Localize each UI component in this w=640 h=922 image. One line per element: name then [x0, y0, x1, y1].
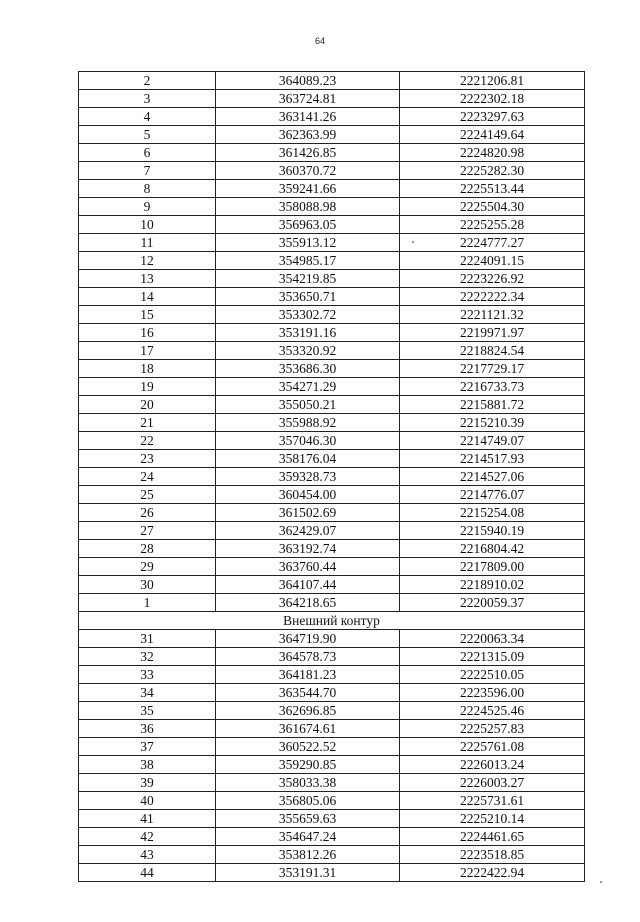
y-coordinate-cell: 2225210.14 — [400, 810, 585, 828]
x-coordinate-cell: 353320.92 — [216, 342, 400, 360]
y-coordinate-cell: 2224777.27 — [400, 234, 585, 252]
table-row — [79, 828, 585, 846]
point-number-cell: 26 — [79, 504, 216, 522]
point-number-cell: 35 — [79, 702, 216, 720]
y-coordinate-cell: 2220063.34 — [400, 630, 585, 648]
x-coordinate-cell: 353650.71 — [216, 288, 400, 306]
x-coordinate-cell: 354219.85 — [216, 270, 400, 288]
table-row — [79, 864, 585, 882]
point-number-cell: 18 — [79, 360, 216, 378]
section-row — [79, 612, 585, 630]
coordinates-table — [78, 71, 585, 882]
table-row — [79, 324, 585, 342]
y-coordinate-cell: 2226013.24 — [400, 756, 585, 774]
x-coordinate-cell: 356963.05 — [216, 216, 400, 234]
point-number-cell: 9 — [79, 198, 216, 216]
point-number-cell: 12 — [79, 252, 216, 270]
y-coordinate-cell: 2224820.98 — [400, 144, 585, 162]
point-number-cell: 17 — [79, 342, 216, 360]
table-row — [79, 216, 585, 234]
x-coordinate-cell: 353191.16 — [216, 324, 400, 342]
y-coordinate-cell: 2224525.46 — [400, 702, 585, 720]
point-number-cell: 27 — [79, 522, 216, 540]
point-number-cell: 2 — [79, 72, 216, 90]
x-coordinate-cell: 353191.31 — [216, 864, 400, 882]
table-row — [79, 306, 585, 324]
x-coordinate-cell: 363760.44 — [216, 558, 400, 576]
point-number-cell: 34 — [79, 684, 216, 702]
y-coordinate-cell: 2214749.07 — [400, 432, 585, 450]
x-coordinate-cell: 364578.73 — [216, 648, 400, 666]
x-coordinate-cell: 358176.04 — [216, 450, 400, 468]
point-number-cell: 29 — [79, 558, 216, 576]
table-row — [79, 288, 585, 306]
table-row — [79, 162, 585, 180]
x-coordinate-cell: 364218.65 — [216, 594, 400, 612]
x-coordinate-cell: 361502.69 — [216, 504, 400, 522]
x-coordinate-cell: 364107.44 — [216, 576, 400, 594]
y-coordinate-cell: 2221315.09 — [400, 648, 585, 666]
x-coordinate-cell: 364719.90 — [216, 630, 400, 648]
table-row — [79, 702, 585, 720]
y-coordinate-cell: 2225731.61 — [400, 792, 585, 810]
y-coordinate-cell: 2222422.94 — [400, 864, 585, 882]
y-coordinate-cell: 2219971.97 — [400, 324, 585, 342]
x-coordinate-cell: 359290.85 — [216, 756, 400, 774]
point-number-cell: 16 — [79, 324, 216, 342]
x-coordinate-cell: 353812.26 — [216, 846, 400, 864]
y-coordinate-cell: 2217809.00 — [400, 558, 585, 576]
y-coordinate-cell: 2220059.37 — [400, 594, 585, 612]
table-row — [79, 504, 585, 522]
y-coordinate-cell: 2223518.85 — [400, 846, 585, 864]
table-row — [79, 522, 585, 540]
table-row — [79, 594, 585, 612]
y-coordinate-cell: 2225257.83 — [400, 720, 585, 738]
y-coordinate-cell: 2215210.39 — [400, 414, 585, 432]
point-number-cell: 25 — [79, 486, 216, 504]
page-number: 64 — [314, 36, 325, 46]
x-coordinate-cell: 362429.07 — [216, 522, 400, 540]
x-coordinate-cell: 364089.23 — [216, 72, 400, 90]
x-coordinate-cell: 355659.63 — [216, 810, 400, 828]
table-row — [79, 666, 585, 684]
coordinates-table-body — [79, 72, 585, 882]
y-coordinate-cell: 2225282.30 — [400, 162, 585, 180]
point-number-cell: 40 — [79, 792, 216, 810]
x-coordinate-cell: 363192.74 — [216, 540, 400, 558]
x-coordinate-cell: 358033.38 — [216, 774, 400, 792]
x-coordinate-cell: 363141.26 — [216, 108, 400, 126]
scan-speck — [412, 241, 414, 243]
x-coordinate-cell: 361674.61 — [216, 720, 400, 738]
table-row — [79, 144, 585, 162]
table-row — [79, 450, 585, 468]
y-coordinate-cell: 2223596.00 — [400, 684, 585, 702]
x-coordinate-cell: 359241.66 — [216, 180, 400, 198]
x-coordinate-cell: 356805.06 — [216, 792, 400, 810]
point-number-cell: 38 — [79, 756, 216, 774]
table-row — [79, 774, 585, 792]
x-coordinate-cell: 363544.70 — [216, 684, 400, 702]
y-coordinate-cell: 2221121.32 — [400, 306, 585, 324]
table-row — [79, 486, 585, 504]
table-row — [79, 180, 585, 198]
y-coordinate-cell: 2215254.08 — [400, 504, 585, 522]
point-number-cell: 42 — [79, 828, 216, 846]
table-row — [79, 252, 585, 270]
point-number-cell: 4 — [79, 108, 216, 126]
table-row — [79, 756, 585, 774]
y-coordinate-cell: 2221206.81 — [400, 72, 585, 90]
point-number-cell: 3 — [79, 90, 216, 108]
scan-speck — [600, 881, 602, 883]
table-row — [79, 540, 585, 558]
point-number-cell: 37 — [79, 738, 216, 756]
y-coordinate-cell: 2214527.06 — [400, 468, 585, 486]
table-row — [79, 108, 585, 126]
y-coordinate-cell: 2222302.18 — [400, 90, 585, 108]
y-coordinate-cell: 2225761.08 — [400, 738, 585, 756]
point-number-cell: 43 — [79, 846, 216, 864]
point-number-cell: 21 — [79, 414, 216, 432]
point-number-cell: 19 — [79, 378, 216, 396]
table-row — [79, 90, 585, 108]
table-row — [79, 684, 585, 702]
table-row — [79, 630, 585, 648]
y-coordinate-cell: 2226003.27 — [400, 774, 585, 792]
point-number-cell: 28 — [79, 540, 216, 558]
table-row — [79, 792, 585, 810]
x-coordinate-cell: 355913.12 — [216, 234, 400, 252]
table-row — [79, 342, 585, 360]
point-number-cell: 7 — [79, 162, 216, 180]
y-coordinate-cell: 2224149.64 — [400, 126, 585, 144]
y-coordinate-cell: 2225255.28 — [400, 216, 585, 234]
table-row — [79, 720, 585, 738]
table-row — [79, 378, 585, 396]
y-coordinate-cell: 2222222.34 — [400, 288, 585, 306]
point-number-cell: 1 — [79, 594, 216, 612]
table-row — [79, 468, 585, 486]
x-coordinate-cell: 362363.99 — [216, 126, 400, 144]
point-number-cell: 32 — [79, 648, 216, 666]
x-coordinate-cell: 358088.98 — [216, 198, 400, 216]
x-coordinate-cell: 361426.85 — [216, 144, 400, 162]
x-coordinate-cell: 357046.30 — [216, 432, 400, 450]
point-number-cell: 22 — [79, 432, 216, 450]
point-number-cell: 11 — [79, 234, 216, 252]
section-title: Внешний контур — [79, 612, 585, 630]
table-row — [79, 648, 585, 666]
x-coordinate-cell: 354647.24 — [216, 828, 400, 846]
point-number-cell: 8 — [79, 180, 216, 198]
point-number-cell: 39 — [79, 774, 216, 792]
y-coordinate-cell: 2214776.07 — [400, 486, 585, 504]
table-row — [79, 126, 585, 144]
point-number-cell: 15 — [79, 306, 216, 324]
x-coordinate-cell: 363724.81 — [216, 90, 400, 108]
x-coordinate-cell: 354271.29 — [216, 378, 400, 396]
x-coordinate-cell: 353302.72 — [216, 306, 400, 324]
table-row — [79, 270, 585, 288]
point-number-cell: 24 — [79, 468, 216, 486]
y-coordinate-cell: 2216733.73 — [400, 378, 585, 396]
y-coordinate-cell: 2216804.42 — [400, 540, 585, 558]
y-coordinate-cell: 2223297.63 — [400, 108, 585, 126]
x-coordinate-cell: 353686.30 — [216, 360, 400, 378]
table-row — [79, 234, 585, 252]
point-number-cell: 36 — [79, 720, 216, 738]
x-coordinate-cell: 360522.52 — [216, 738, 400, 756]
point-number-cell: 30 — [79, 576, 216, 594]
table-row — [79, 558, 585, 576]
y-coordinate-cell: 2224091.15 — [400, 252, 585, 270]
point-number-cell: 5 — [79, 126, 216, 144]
point-number-cell: 6 — [79, 144, 216, 162]
point-number-cell: 31 — [79, 630, 216, 648]
y-coordinate-cell: 2218910.02 — [400, 576, 585, 594]
table-row — [79, 738, 585, 756]
x-coordinate-cell: 359328.73 — [216, 468, 400, 486]
point-number-cell: 13 — [79, 270, 216, 288]
point-number-cell: 41 — [79, 810, 216, 828]
table-row — [79, 414, 585, 432]
point-number-cell: 23 — [79, 450, 216, 468]
point-number-cell: 20 — [79, 396, 216, 414]
y-coordinate-cell: 2217729.17 — [400, 360, 585, 378]
table-row — [79, 360, 585, 378]
table-row — [79, 432, 585, 450]
point-number-cell: 33 — [79, 666, 216, 684]
table-row — [79, 198, 585, 216]
y-coordinate-cell: 2225513.44 — [400, 180, 585, 198]
y-coordinate-cell: 2224461.65 — [400, 828, 585, 846]
y-coordinate-cell: 2222510.05 — [400, 666, 585, 684]
table-row — [79, 846, 585, 864]
y-coordinate-cell: 2223226.92 — [400, 270, 585, 288]
y-coordinate-cell: 2215940.19 — [400, 522, 585, 540]
point-number-cell: 14 — [79, 288, 216, 306]
y-coordinate-cell: 2214517.93 — [400, 450, 585, 468]
x-coordinate-cell: 364181.23 — [216, 666, 400, 684]
point-number-cell: 10 — [79, 216, 216, 234]
x-coordinate-cell: 360454.00 — [216, 486, 400, 504]
table-row — [79, 576, 585, 594]
x-coordinate-cell: 360370.72 — [216, 162, 400, 180]
table-row — [79, 810, 585, 828]
y-coordinate-cell: 2215881.72 — [400, 396, 585, 414]
x-coordinate-cell: 362696.85 — [216, 702, 400, 720]
y-coordinate-cell: 2225504.30 — [400, 198, 585, 216]
table-row — [79, 72, 585, 90]
point-number-cell: 44 — [79, 864, 216, 882]
y-coordinate-cell: 2218824.54 — [400, 342, 585, 360]
x-coordinate-cell: 354985.17 — [216, 252, 400, 270]
x-coordinate-cell: 355988.92 — [216, 414, 400, 432]
table-row — [79, 396, 585, 414]
x-coordinate-cell: 355050.21 — [216, 396, 400, 414]
